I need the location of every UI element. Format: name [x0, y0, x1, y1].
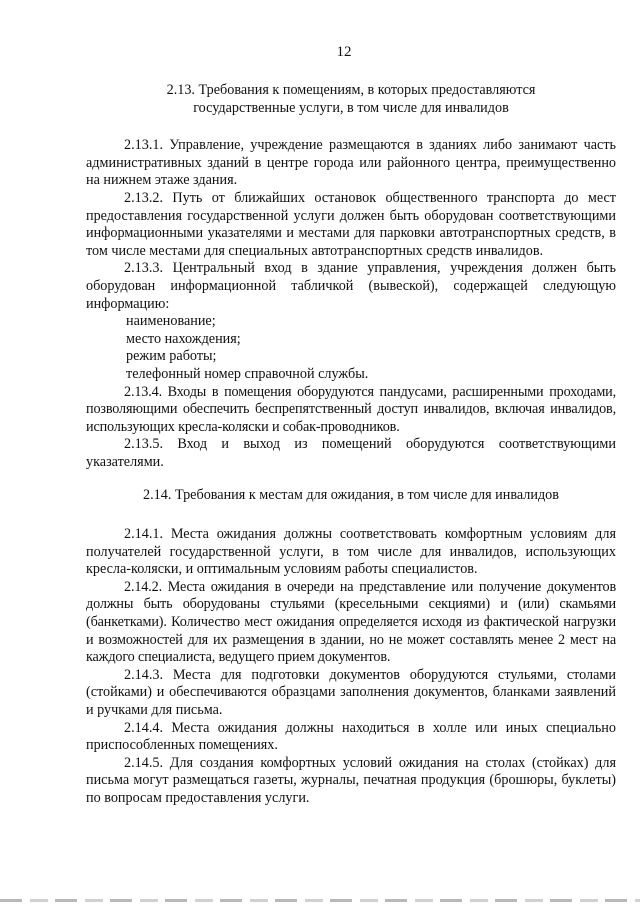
paragraph-2-13-3: 2.13.3. Центральный вход в здание управления, учреждения должен быть оборудован информационной табличкой (вывеской), содержащей следующую информацию: [86, 260, 616, 312]
info-list [86, 313, 616, 383]
list-item: место нахождения; [126, 330, 241, 347]
section-2-13-heading-line2: государственные услуги, в том числе для инвалидов [193, 99, 509, 116]
page-number: 12 [336, 44, 352, 60]
section-2-14-heading: 2.14. Требования к местам для ожидания, в том числе для инвалидов [143, 487, 559, 504]
paragraph-2-13-1: 2.13.1. Управление, учреждение размещаются в зданиях либо занимают часть административных зданий в центре города или районного центра, преимущественно на нижнем этаже здания. [86, 137, 616, 189]
scan-edge-artifact [0, 899, 640, 902]
list-item: режим работы; [126, 348, 217, 365]
document-body [86, 82, 616, 808]
paragraph-2-14-1: 2.14.1. Места ожидания должны соответствовать комфортным условиям для получателей государственной услуги, в том числе для инвалидов, использующих кресла-коляски, и оптимальным условиям работы специалистов. [86, 526, 616, 578]
section-2-13-heading [86, 82, 616, 117]
paragraph-2-14-4: 2.14.4. Места ожидания должны находиться в холле или иных специально приспособленных помещениях. [86, 719, 616, 754]
section-2-13-heading-line1: 2.13. Требования к помещениям, в которых предоставляются [166, 82, 536, 98]
list-item: наименование; [126, 313, 216, 330]
paragraph-2-13-2: 2.13.2. Путь от ближайших остановок общественного транспорта до мест предоставления государственной услуги должен быть оборудован соответствующими информационными указателями и местами для парковки автотранспортных средств, в том числе местами для специальных автотранспортных средств инвалидов. [86, 189, 616, 259]
paragraph-2-14-3: 2.14.3. Места для подготовки документов оборудуются стульями, столами (стойками) и обеспечиваются образцами заполнения документов, бланками заявлений и ручками для письма. [86, 666, 616, 718]
paragraph-2-13-4: 2.13.4. Входы в помещения оборудуются пандусами, расширенными проходами, позволяющими обеспечить беспрепятственный доступ инвалидов, включая инвалидов, использующих кресла-коляски и собак-проводников. [86, 383, 616, 435]
paragraph-2-14-5: 2.14.5. Для создания комфортных условий ожидания на столах (стойках) для письма могут размещаться газеты, журналы, печатная продукция (брошюры, буклеты) по вопросам предоставления услуги. [86, 754, 616, 806]
list-item: телефонный номер справочной службы. [126, 365, 369, 382]
paragraph-2-13-5: 2.13.5. Вход и выход из помещений оборудуются соответствующими указателями. [86, 436, 616, 470]
paragraph-2-14-2: 2.14.2. Места ожидания в очереди на представление или получение документов должны быть оборудованы стульями (кресельными секциями) и (или) скамьями (банкетками). Количество мест ожидания определяется исходя из фактической нагрузки и возможностей для их размещения в здании, но не может составлять менее 2 мест на каждого специалиста, ведущего прием документов. [86, 578, 616, 666]
